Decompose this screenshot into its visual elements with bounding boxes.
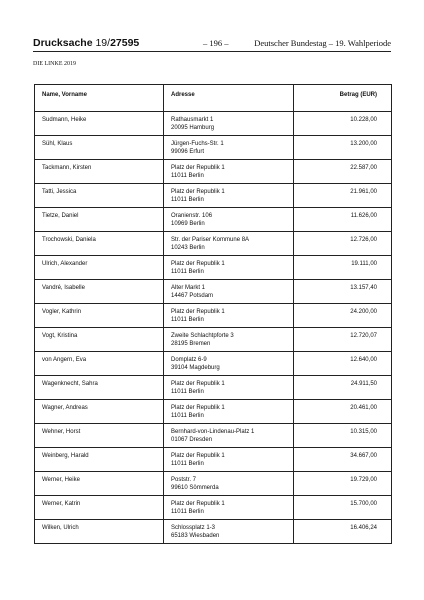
column-header-address: Adresse [164, 85, 294, 112]
cell-name: Wagner, Andreas [35, 400, 164, 424]
doc-number: 27595 [110, 37, 140, 49]
document-number [33, 37, 139, 49]
address-city: 11011 Berlin [171, 317, 204, 323]
page-number: – 196 – [203, 38, 229, 48]
cell-amount: 22.587,00 [294, 160, 392, 184]
address-street: Oranienstr. 106 [171, 213, 213, 219]
address-city: 20095 Hamburg [171, 125, 215, 131]
address-city: 11011 Berlin [171, 197, 204, 203]
doc-number-prefix: 19/ [95, 37, 111, 49]
cell-address [164, 424, 294, 448]
table-row [35, 376, 392, 400]
address-city: 99096 Erfurt [171, 149, 205, 155]
table-row [35, 304, 392, 328]
cell-amount: 20.461,00 [294, 400, 392, 424]
address-city: 11011 Berlin [171, 509, 204, 515]
cell-name: Weinberg, Harald [35, 448, 164, 472]
address-street: Zweite Schlachtpforte 3 [171, 333, 234, 339]
address-city: 39104 Magdeburg [171, 365, 220, 371]
address-street: Platz der Republik 1 [171, 453, 225, 459]
address-street: Schlossplatz 1-3 [171, 525, 216, 531]
table-row [35, 400, 392, 424]
address-street: Platz der Republik 1 [171, 189, 225, 195]
cell-amount: 10.228,00 [294, 112, 392, 136]
cell-amount: 24.200,00 [294, 304, 392, 328]
address-city: 11011 Berlin [171, 413, 204, 419]
table-row [35, 184, 392, 208]
cell-amount: 15.700,00 [294, 496, 392, 520]
cell-amount: 21.961,00 [294, 184, 392, 208]
address-street: Rathausmarkt 1 [171, 117, 214, 123]
address-street: Platz der Republik 1 [171, 405, 225, 411]
address-city: 99610 Sömmerda [171, 485, 219, 491]
cell-amount: 13.200,00 [294, 136, 392, 160]
address-city: 65183 Wiesbaden [171, 533, 220, 539]
cell-name: Werner, Katrin [35, 496, 164, 520]
address-city: 11011 Berlin [171, 269, 204, 275]
address-city: 11011 Berlin [171, 173, 204, 179]
table-row [35, 136, 392, 160]
cell-address [164, 304, 294, 328]
cell-amount: 11.626,00 [294, 208, 392, 232]
address-street: Poststr. 7 [171, 477, 197, 483]
table-row [35, 496, 392, 520]
address-street: Platz der Republik 1 [171, 309, 225, 315]
table-row [35, 448, 392, 472]
table-row [35, 472, 392, 496]
address-city: 11011 Berlin [171, 389, 204, 395]
table-row [35, 160, 392, 184]
address-street: Bernhard-von-Lindenau-Platz 1 [171, 429, 255, 435]
cell-name: Tackmann, Kirsten [35, 160, 164, 184]
cell-name: von Angern, Eva [35, 352, 164, 376]
cell-amount: 16.406,24 [294, 520, 392, 544]
table-row [35, 256, 392, 280]
cell-address [164, 232, 294, 256]
cell-name: Sühl, Klaus [35, 136, 164, 160]
cell-name: Wagenknecht, Sahra [35, 376, 164, 400]
cell-address [164, 136, 294, 160]
cell-name: Sudmann, Heike [35, 112, 164, 136]
cell-amount: 19.111,00 [294, 256, 392, 280]
cell-address [164, 208, 294, 232]
table-row [35, 424, 392, 448]
table-row [35, 328, 392, 352]
cell-address [164, 448, 294, 472]
address-street: Platz der Republik 1 [171, 165, 225, 171]
cell-address [164, 520, 294, 544]
cell-amount: 12.726,00 [294, 232, 392, 256]
cell-address [164, 328, 294, 352]
cell-name: Wilken, Ulrich [35, 520, 164, 544]
cell-name: Vogler, Kathrin [35, 304, 164, 328]
cell-name: Vogt, Kristina [35, 328, 164, 352]
cell-address [164, 400, 294, 424]
cell-name: Tatti, Jessica [35, 184, 164, 208]
cell-amount: 12.640,00 [294, 352, 392, 376]
cell-name: Werner, Heike [35, 472, 164, 496]
cell-address [164, 472, 294, 496]
cell-address [164, 496, 294, 520]
cell-amount: 34.667,00 [294, 448, 392, 472]
address-city: 28195 Bremen [171, 341, 211, 347]
table-row [35, 520, 392, 544]
cell-address [164, 160, 294, 184]
table-row [35, 280, 392, 304]
column-header-name: Name, Vorname [35, 85, 164, 112]
cell-amount: 19.729,00 [294, 472, 392, 496]
cell-name: Ulrich, Alexander [35, 256, 164, 280]
donations-table [34, 84, 392, 544]
publisher: Deutscher Bundestag – 19. Wahlperiode [254, 38, 391, 48]
cell-amount: 10.315,00 [294, 424, 392, 448]
cell-name: Tietze, Daniel [35, 208, 164, 232]
address-street: Alter Markt 1 [171, 285, 206, 291]
table-header-row [35, 85, 392, 112]
cell-address [164, 256, 294, 280]
cell-amount: 24.911,50 [294, 376, 392, 400]
page-header [33, 37, 391, 52]
table-row [35, 352, 392, 376]
address-city: 14467 Potsdam [171, 293, 214, 299]
doc-label: Drucksache [33, 37, 93, 49]
cell-amount: 13.157,40 [294, 280, 392, 304]
address-street: Platz der Republik 1 [171, 501, 225, 507]
address-city: 10243 Berlin [171, 245, 205, 251]
address-street: Platz der Republik 1 [171, 381, 225, 387]
column-header-amount: Betrag (EUR) [294, 85, 392, 112]
table-body [35, 112, 392, 544]
table-row [35, 208, 392, 232]
cell-amount: 12.720,07 [294, 328, 392, 352]
address-street: Platz der Republik 1 [171, 261, 225, 267]
cell-name: Wehner, Horst [35, 424, 164, 448]
cell-address [164, 184, 294, 208]
address-street: Str. der Pariser Kommune 8A [171, 237, 250, 243]
cell-name: Trochowski, Daniela [35, 232, 164, 256]
address-city: 11011 Berlin [171, 461, 204, 467]
address-city: 10969 Berlin [171, 221, 205, 227]
table-row [35, 232, 392, 256]
address-street: Jürgen-Fuchs-Str. 1 [171, 141, 224, 147]
cell-address [164, 376, 294, 400]
party-line: DIE LINKE 2019 [33, 61, 76, 67]
cell-address [164, 280, 294, 304]
cell-address [164, 352, 294, 376]
table-row [35, 112, 392, 136]
address-city: 01067 Dresden [171, 437, 213, 443]
address-street: Domplatz 6-9 [171, 357, 207, 363]
cell-address [164, 112, 294, 136]
cell-name: Vandré, Isabelle [35, 280, 164, 304]
